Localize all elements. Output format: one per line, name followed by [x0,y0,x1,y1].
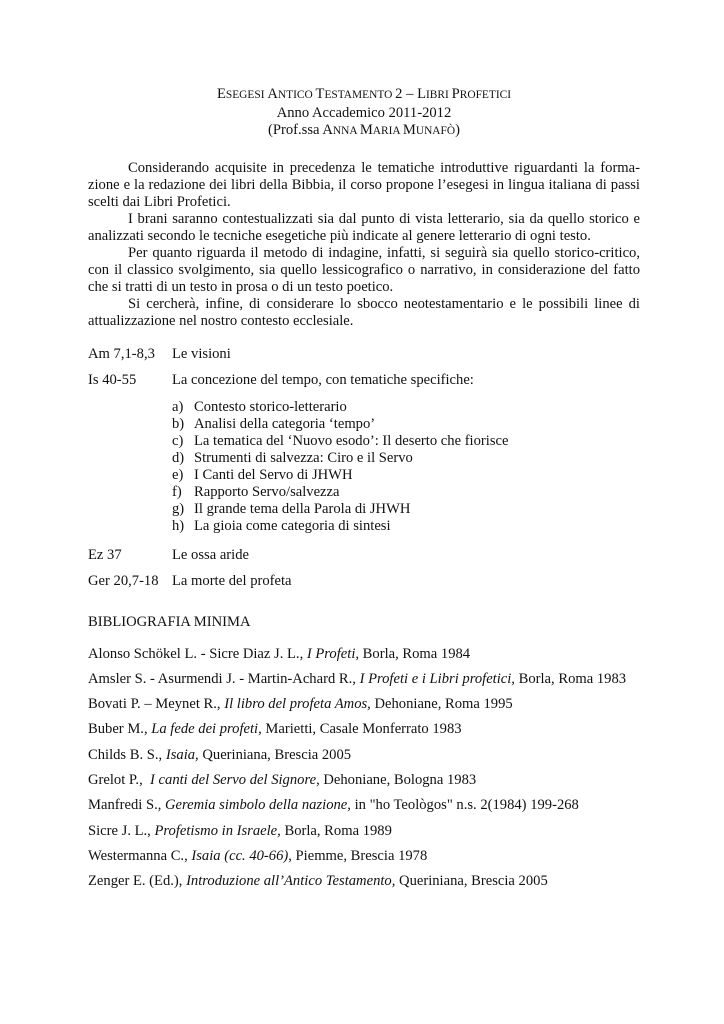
bibliography-entry [88,721,640,746]
entry-title: Isaia, [165,746,199,763]
entry-publisher: Queriniana, Brescia 2005 [198,746,352,763]
entry-title: Isaia (cc. 40-66) [191,847,289,864]
list-text: Analisi della categoria ‘tempo’ [194,415,376,432]
entry-title: Profetismo in Israele, [154,822,281,839]
title-fragment: ESTAMENTO [324,89,396,101]
entry-author: Zenger E. (Ed.), [88,873,187,890]
course-header [88,86,640,141]
topic-isaiah [88,372,640,389]
academic-year: Anno Accademico 2011-2012 [276,104,452,121]
list-letter: d) [172,449,185,466]
entry-title: I Profeti, [306,645,360,662]
bibliography-heading: BIBLIOGRAFIA MINIMA [88,613,251,630]
course-description [88,160,640,330]
bibliography-entry [88,696,640,721]
entry-publisher: Dehoniane, Roma 1995 [370,696,513,713]
title-fragment: 2 – [395,86,418,102]
list-item [172,484,640,501]
title-fragment: P [451,86,460,102]
intro-paragraph: Considerando acquisite in precedenza le tematiche introduttive riguardanti la forma-zione e la redazione dei libri della Bibbia, il corso propone l’esegesi in lingua italiana di passi scelti dai Libri Profetici. [88,159,640,210]
title-fragment: E [216,86,226,102]
title-fragment: A [322,122,333,138]
intro-paragraph: Per quanto riguarda il metodo di indagine, infatti, si seguirà sia quello storico-critico, con il classico svolgimento, sia quello lessicografico o narrativo, in considerazione del fatto che si tratti di un testo in prosa o di un testo poetico. [88,244,640,295]
list-letter: e) [172,466,184,483]
entry-author: Manfredi S., [88,797,166,814]
title-fragment: T [315,86,325,102]
title-fragment: L [417,86,426,102]
entry-author: Bovati P. – Meynet R., [88,696,225,713]
entry-author: Buber M., [88,721,152,738]
topic-reference: Is 40-55 [88,371,137,388]
list-letter: f) [172,483,182,500]
topic-text: Le visioni [172,345,231,362]
bibliography-entry [88,646,640,671]
list-item [172,416,640,433]
entry-publisher: Marietti, Casale Monferrato 1983 [261,721,462,738]
list-text: I Canti del Servo di JHWH [194,466,353,483]
entry-publisher: Queriniana, Brescia 2005 [395,873,548,890]
entry-author: Grelot P., [88,771,151,788]
title-fragment: M [402,122,416,138]
entry-author: Childs B. S., [88,746,166,763]
bibliography-entry [88,873,640,898]
title-fragment: ARIA [372,125,403,137]
entry-title: Introduzione all’Antico Testamento, [186,873,396,890]
topic-text: La morte del profeta [172,572,292,589]
course-title [88,86,640,105]
list-letter: g) [172,500,185,517]
topic-reference: Ez 37 [88,546,122,563]
topic-ezekiel [88,547,640,564]
list-text: La tematica del ‘Nuovo esodo’: Il deserto che fiorisce [194,432,509,449]
topic-reference: Ger 20,7-18 [88,572,159,589]
bibliography-entry [88,848,640,873]
entry-author: Westermanna C., [88,847,192,864]
entry-publisher: Borla, Roma 1989 [280,822,392,839]
bibliography-entry [88,671,640,696]
entry-title: I canti del Servo del Signore [150,771,317,788]
entry-title: Geremia simbolo della nazione, [165,797,351,814]
professor-name [88,122,640,141]
title-fragment: M [359,122,373,138]
topic-text: La concezione del tempo, con tematiche specifiche: [172,371,474,388]
isaiah-subtopics [172,399,640,535]
title-fragment: NTICO [277,89,316,101]
list-item [172,518,640,535]
entry-publisher: , Piemme, Brescia 1978 [288,847,428,864]
list-letter: a) [172,398,184,415]
title-fragment: ) [455,122,460,138]
bibliography-entry [88,747,640,772]
title-fragment: IBRI [425,89,452,101]
entry-publisher: Borla, Roma 1984 [359,645,471,662]
entry-author: Amsler S. - Asurmendi J. - Martin-Achard R., [88,670,360,687]
list-text: Il grande tema della Parola di JHWH [194,500,411,517]
bibliography-entry [88,797,640,822]
entry-title: I Profeti e i Libri profetici, [359,670,515,687]
intro-paragraph: I brani saranno contestualizzati sia dal punto di vista letterario, sia da quello storico e analizzati secondo le tecniche esegetiche più indicate al genere letterario di ogni testo. [88,210,640,244]
bibliography-entry [88,823,640,848]
entry-author: Sicre J. L., [88,822,155,839]
list-letter: c) [172,432,184,449]
list-item [172,501,640,518]
title-fragment: UNAFÒ [415,125,456,137]
entry-author: Alonso Schökel L. - Sicre Diaz J. L., [88,645,307,662]
list-item [172,467,640,484]
list-text: Strumenti di salvezza: Ciro e il Servo [194,449,413,466]
title-fragment: SEGESI [225,89,268,101]
intro-paragraph: Si cercherà, infine, di considerare lo sbocco neotestamentario e le possibili linee di attualizzazione nel nostro contesto ecclesiale. [88,295,640,329]
bibliography-entry [88,772,640,797]
list-letter: h) [172,517,185,534]
topic-text: Le ossa aride [172,546,249,563]
list-text: Contesto storico-letterario [194,398,347,415]
document-page [88,86,640,898]
list-item [172,399,640,416]
topic-jeremiah [88,573,640,590]
entry-publisher: Borla, Roma 1983 [514,670,627,687]
bibliography-list [88,646,640,899]
title-fragment: (Prof.ssa [268,122,323,138]
entry-title: Il libro del profeta Amos, [224,696,371,713]
list-text: Rapporto Servo/salvezza [194,483,340,500]
title-fragment: A [267,86,278,102]
list-text: La gioia come categoria di sintesi [194,517,391,534]
entry-publisher: , Dehoniane, Bologna 1983 [316,771,477,788]
title-fragment: ROFETICI [459,89,512,101]
topic-amos [88,346,640,363]
topic-reference: Am 7,1-8,3 [88,345,155,362]
entry-publisher: in "ho Teològos" n.s. 2(1984) 199-268 [350,797,579,814]
list-letter: b) [172,415,185,432]
list-item [172,450,640,467]
list-item [172,433,640,450]
topics-list [88,346,640,590]
entry-title: La fede dei profeti, [151,721,262,738]
title-fragment: NNA [332,125,360,137]
